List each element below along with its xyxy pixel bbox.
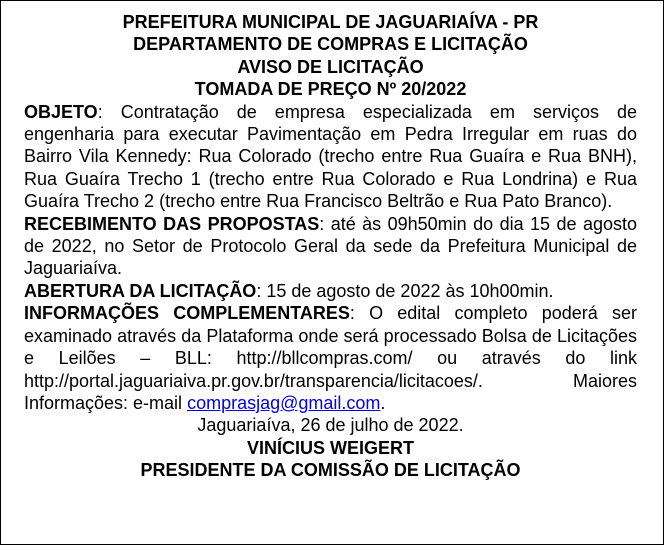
informacoes-text: : O edital completo poderá ser examinado através da Plataforma onde será processado Bolsa de Licitações e Leilões – BLL: http://bllcompras.com/ ou através do link http://portal.jaguariaiva.pr.gov.br/transparencia/licitacoes/. Maiores Informações: e-mail	[24, 303, 637, 413]
informacoes-end: .	[380, 392, 386, 413]
abertura-paragraph	[24, 280, 637, 302]
informacoes-paragraph	[24, 302, 637, 414]
place-date: Jaguariaíva, 26 de julho de 2022.	[197, 415, 464, 436]
objeto-label: OBJETO	[24, 101, 98, 122]
municipality-title: PREFEITURA MUNICIPAL DE JAGUARIAÍVA - PR	[122, 12, 539, 32]
objeto-paragraph	[24, 101, 637, 213]
recebimento-text: : até às 09h50min do dia 15 de agosto de 2022, no Setor de Protocolo Geral da sede da Prefeitura Municipal de Jaguariaíva.	[24, 213, 637, 279]
recebimento-label: RECEBIMENTO DAS PROPOSTAS	[24, 213, 320, 234]
abertura-label: ABERTURA DA LICITAÇÃO	[24, 280, 257, 301]
department-title: DEPARTAMENTO DE COMPRAS E LICITAÇÃO	[133, 34, 528, 55]
objeto-text: : Contratação de empresa especializada em serviços de engenharia para executar Pavimentação em Pedra Irregular em ruas do Bairro Vila Kennedy: Rua Colorado (trecho entre Rua Guaíra e Rua BNH), Rua Guaíra Trecho 1 (trecho entre Rua Colorado e Rua Londrina) e Rua Guaíra Trecho 2 (trecho entre Rua Francisco Beltrão e Rua Pato Branco).	[24, 101, 637, 212]
email-link[interactable]: comprasjag@gmail.com	[187, 392, 381, 413]
abertura-text: : 15 de agosto de 2022 às 10h00min.	[256, 280, 554, 301]
notice-title: AVISO DE LICITAÇÃO	[237, 56, 424, 77]
signer-role: PRESIDENTE DA COMISSÃO DE LICITAÇÃO	[140, 460, 521, 481]
informacoes-label: INFORMAÇÕES COMPLEMENTARES	[24, 303, 350, 324]
signer-name: VINÍCIUS WEIGERT	[246, 437, 414, 458]
recebimento-paragraph	[24, 213, 637, 280]
process-number: TOMADA DE PREÇO Nº 20/2022	[194, 79, 467, 100]
